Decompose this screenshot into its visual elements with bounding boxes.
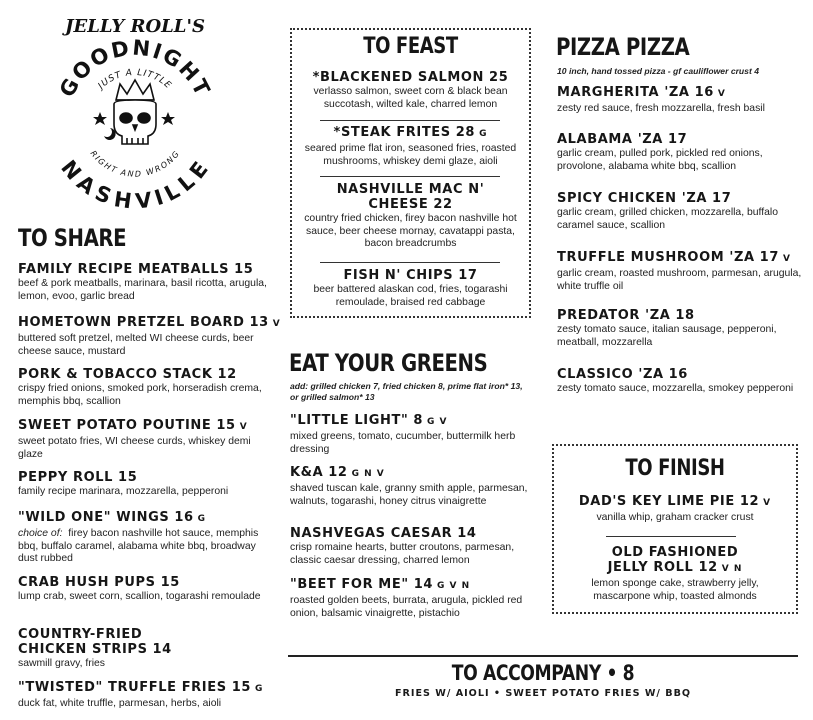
item-price: 14	[152, 642, 172, 657]
section-divider	[606, 536, 736, 537]
menu-item	[293, 268, 528, 309]
menu-item	[18, 418, 273, 461]
item-heading	[557, 132, 807, 147]
item-heading	[293, 125, 528, 142]
item-description	[18, 486, 273, 499]
description-text: garlic cream, pulled pork, pickled red onions, provolone, alabama white bbq, scallion	[557, 148, 763, 172]
dietary-tag: V	[782, 254, 791, 264]
item-heading	[557, 85, 807, 102]
accompany-divider	[288, 655, 798, 657]
menu-item	[18, 315, 281, 358]
logo-brand: JELLY ROLL'S	[65, 16, 205, 37]
item-description	[298, 86, 523, 111]
item-name: COUNTRY-FRIED CHICKEN STRIPS	[18, 627, 148, 657]
dietary-tag: G V N	[437, 581, 471, 591]
description-text: zesty tomato sauce, mozzarella, smokey pepperoni	[557, 383, 794, 394]
description-text: duck fat, white truffle, parmesan, herbs, aioli	[18, 698, 222, 709]
item-price: 25	[489, 70, 509, 85]
item-description	[290, 542, 530, 567]
item-price: 13	[249, 315, 269, 330]
dietary-tag: G	[254, 684, 264, 694]
item-name: NASHVILLE MAC N' CHEESE	[336, 182, 485, 212]
skull-crown-icon	[93, 80, 175, 144]
dietary-tag: G N V	[351, 469, 385, 479]
item-price: 14	[457, 526, 477, 541]
item-heading	[290, 577, 530, 594]
dietary-tag: G V	[427, 417, 448, 427]
item-heading	[18, 367, 273, 382]
menu-item	[556, 545, 794, 603]
item-heading	[18, 510, 273, 527]
item-description	[18, 333, 273, 358]
menu-item	[557, 308, 807, 349]
accompany-items: FRIES W/ AIOLI • SWEET POTATO FRIES W/ BBQ	[394, 688, 692, 699]
logo-goodnight: GOODNIGHT	[54, 35, 216, 101]
item-name: PEPPY ROLL	[18, 470, 114, 485]
menu-item	[293, 182, 528, 251]
item-description	[18, 528, 273, 566]
menu-item	[290, 577, 530, 620]
logo-nashville: NASHVILLE	[56, 155, 214, 214]
item-description	[557, 103, 807, 116]
to-finish-title: TO FINISH	[625, 456, 725, 481]
item-price: 22	[433, 197, 453, 212]
item-price: 14	[413, 577, 433, 592]
description-text: sweet potato fries, WI cheese curds, whiskey demi glaze	[18, 436, 251, 460]
item-description	[557, 324, 807, 349]
greens-add-note: add: grilled chicken 7, fried chicken 8, prime flat iron* 13, or grilled salmon* 13	[290, 381, 523, 402]
description-text: crisp romaine hearts, butter croutons, parmesan, classic caesar dressing, charred lemon	[290, 542, 515, 566]
item-price: 12	[739, 494, 760, 509]
to-feast-title: TO FEAST	[363, 34, 458, 59]
menu-item	[290, 526, 530, 567]
item-heading	[557, 250, 807, 267]
item-description	[290, 483, 530, 508]
item-price: 8	[413, 413, 423, 428]
svg-text:RIGHT AND WRONG	[89, 149, 182, 179]
item-heading	[18, 262, 273, 277]
item-heading	[290, 526, 530, 541]
item-price: 16	[668, 367, 688, 382]
item-price: 12	[217, 367, 237, 382]
description-text: firey bacon nashville hot sauce, memphis bbq, buffalo caramel, alabama white bbq, broadway dust rubbed	[18, 528, 259, 564]
item-description	[557, 268, 807, 293]
dietary-tag: V N	[721, 564, 743, 574]
item-name: PORK & TOBACCO STACK	[18, 367, 213, 382]
item-price: 12	[328, 465, 348, 480]
item-name: HOMETOWN PRETZEL BOARD	[18, 315, 245, 330]
description-text: garlic cream, grilled chicken, mozzarella, buffalo caramel sauce, scallion	[557, 207, 778, 231]
item-description	[557, 148, 807, 173]
item-heading	[18, 470, 273, 485]
item-name: DAD'S KEY LIME PIE	[578, 494, 735, 509]
item-name: *BLACKENED SALMON	[312, 70, 485, 85]
item-name: SWEET POTATO POUTINE	[18, 418, 212, 433]
item-name: SPICY CHICKEN 'ZA	[557, 191, 708, 206]
item-name: "TWISTED" TRUFFLE FRIES	[18, 680, 227, 695]
description-text: shaved tuscan kale, granny smith apple, parmesan, walnuts, togarashi, honey citrus vinaigrette	[290, 483, 528, 507]
logo-tagline-top: JUST A LITTLE	[96, 67, 174, 92]
description-text: mixed greens, tomato, cucumber, buttermilk herb dressing	[290, 431, 516, 455]
menu-item	[18, 262, 273, 303]
item-price: 15	[118, 470, 138, 485]
item-price: 17	[667, 132, 688, 147]
dietary-tag: V	[763, 498, 772, 508]
description-text: crispy fried onions, smoked pork, horseradish crema, memphis bbq, scallion	[18, 383, 262, 407]
item-name: TRUFFLE MUSHROOM 'ZA	[557, 250, 755, 265]
item-heading	[290, 413, 530, 430]
item-description	[298, 284, 523, 309]
item-name: CLASSICO 'ZA	[557, 367, 664, 382]
item-name: "BEET FOR ME"	[290, 577, 409, 592]
item-name: *STEAK FRITES	[333, 125, 451, 140]
item-price: 28	[455, 125, 476, 140]
description-text: family recipe marinara, mozzarella, pepperoni	[18, 486, 229, 497]
item-name: ALABAMA 'ZA	[557, 132, 663, 147]
dietary-tag: V	[717, 89, 726, 99]
item-heading	[18, 575, 273, 590]
description-text: zesty tomato sauce, italian sausage, pepperoni, meatball, mozzarella	[557, 324, 777, 348]
menu-item	[18, 680, 273, 711]
accompany-title: TO ACCOMPANY • 8	[451, 661, 635, 685]
item-description	[18, 591, 273, 604]
svg-text:NASHVILLE	[56, 156, 214, 214]
item-heading	[18, 315, 281, 332]
description-text: sawmill gravy, fries	[18, 658, 105, 669]
item-description	[18, 278, 273, 303]
item-heading	[557, 367, 807, 382]
item-description	[298, 213, 523, 251]
item-heading	[293, 70, 528, 85]
item-description	[18, 658, 273, 671]
item-price: 15	[160, 575, 180, 590]
item-description	[557, 207, 807, 232]
description-text: country fried chicken, firey bacon nashville hot sauce, beer cheese mornay, cavatappi pasta, bacon breadcrumbs	[304, 213, 517, 249]
item-heading	[18, 418, 273, 435]
description-text: garlic cream, roasted mushroom, parmesan, arugula, white truffle oil	[557, 268, 802, 292]
item-price: 18	[675, 308, 695, 323]
item-name: "WILD ONE" WINGS	[18, 510, 170, 525]
menu-item	[557, 132, 807, 173]
menu-item	[18, 470, 273, 499]
item-name: FISH N' CHIPS	[343, 268, 454, 283]
item-description	[290, 595, 530, 620]
item-name: "LITTLE LIGHT"	[290, 413, 409, 428]
item-heading	[557, 191, 807, 206]
dietary-tag: G	[479, 129, 488, 139]
item-heading	[18, 627, 198, 657]
item-description	[575, 512, 775, 525]
item-name: MARGHERITA 'ZA	[557, 85, 690, 100]
item-price: 15	[234, 262, 254, 277]
pizza-note: 10 inch, hand tossed pizza - gf cauliflower crust 4	[557, 66, 759, 76]
description-text: seared prime flat iron, seasoned fries, roasted mushrooms, whiskey demi glaze, aioli	[304, 143, 517, 167]
logo-tagline-bottom: RIGHT AND WRONG	[88, 148, 182, 179]
item-heading	[290, 465, 530, 482]
description-text: vanilla whip, graham cracker crust	[596, 512, 754, 523]
description-text: verlasso salmon, sweet corn & black bean succotash, wilted kale, charred lemon	[313, 86, 508, 110]
item-heading	[321, 182, 501, 212]
item-price: 17	[759, 250, 779, 265]
item-description	[18, 383, 273, 408]
menu-item	[556, 494, 794, 525]
menu-item	[290, 465, 530, 508]
menu-item	[290, 413, 530, 456]
description-text: roasted golden beets, burrata, arugula, pickled red onion, balsamic vinaigrette, pistachio	[290, 595, 523, 619]
item-heading	[18, 680, 273, 697]
menu-item	[557, 191, 807, 232]
item-heading	[293, 268, 528, 283]
item-name: PREDATOR 'ZA	[557, 308, 671, 323]
item-description	[557, 383, 807, 396]
section-divider	[320, 176, 500, 177]
section-divider	[320, 120, 500, 121]
description-text: beef & pork meatballs, marinara, basil ricotta, arugula, lemon, evoo, garlic bread	[18, 278, 267, 302]
dietary-tag: G	[197, 514, 207, 524]
description-text: beer battered alaskan cod, fries, togarashi remoulade, braised red cabbage	[313, 284, 508, 308]
dietary-tag: V	[239, 422, 248, 432]
description-text: buttered soft pretzel, melted WI cheese curds, beer cheese sauce, mustard	[18, 333, 254, 357]
item-price: 17	[458, 268, 478, 283]
item-price: 12	[698, 560, 718, 575]
to-share-title: TO SHARE	[18, 224, 127, 252]
menu-item	[18, 367, 273, 408]
pizza-title: PIZZA PIZZA	[556, 33, 690, 61]
greens-title: EAT YOUR GREENS	[289, 349, 488, 377]
menu-item	[18, 575, 273, 604]
menu-item	[557, 367, 807, 396]
item-description	[18, 698, 273, 711]
item-price: 16	[694, 85, 714, 100]
item-price: 16	[174, 510, 194, 525]
description-prefix: choice of:	[18, 528, 63, 539]
item-price: 15	[231, 680, 251, 695]
restaurant-logo	[40, 4, 230, 224]
item-heading	[556, 494, 794, 511]
item-description	[18, 436, 273, 461]
item-heading	[557, 308, 807, 323]
menu-item	[557, 250, 807, 293]
item-description	[575, 578, 775, 603]
item-price: 15	[216, 418, 236, 433]
item-name: CRAB HUSH PUPS	[18, 575, 156, 590]
section-divider	[320, 262, 500, 263]
description-text: lump crab, sweet corn, scallion, togarashi remoulade	[18, 591, 261, 602]
item-description	[290, 431, 530, 456]
dietary-tag: V	[272, 319, 281, 329]
item-name: K&A	[290, 465, 324, 480]
menu-item	[18, 510, 273, 566]
description-text: lemon sponge cake, strawberry jelly, mascarpone whip, toasted almonds	[591, 578, 759, 602]
menu-item	[18, 627, 273, 671]
menu-item	[293, 125, 528, 168]
item-price: 17	[712, 191, 732, 206]
item-name: FAMILY RECIPE MEATBALLS	[18, 262, 230, 277]
item-name: NASHVEGAS CAESAR	[290, 526, 453, 541]
item-heading	[600, 545, 750, 577]
menu-item	[293, 70, 528, 111]
description-text: zesty red sauce, fresh mozzarella, fresh basil	[557, 103, 765, 114]
menu-item	[557, 85, 807, 116]
item-description	[298, 143, 523, 168]
item-name: OLD FASHIONED JELLY ROLL	[607, 545, 739, 575]
